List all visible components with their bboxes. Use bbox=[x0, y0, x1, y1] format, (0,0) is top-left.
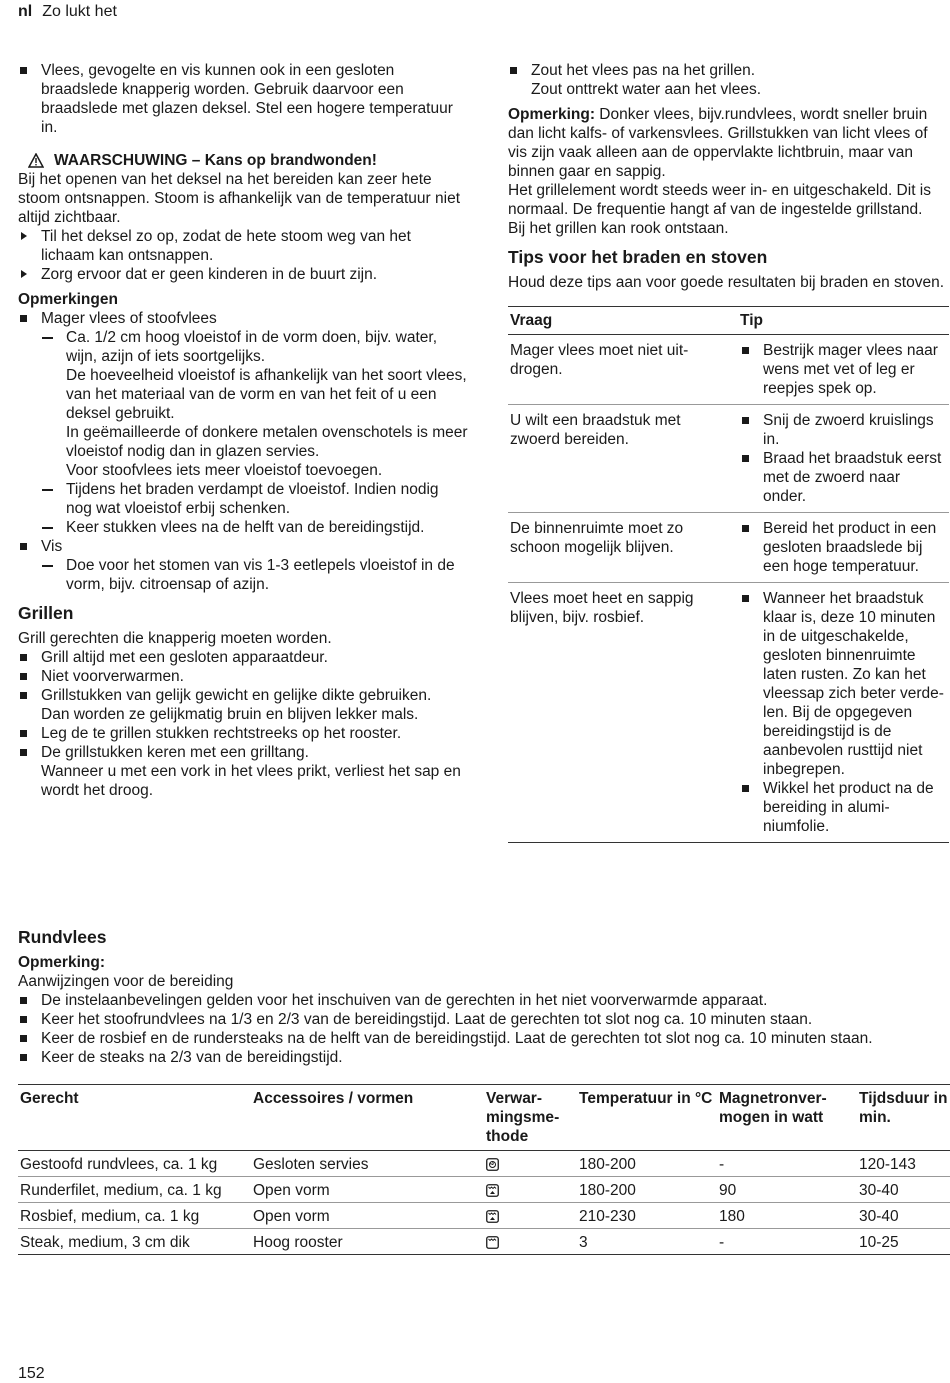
accessory-cell: Open vorm bbox=[251, 1203, 484, 1229]
paragraph: Voor stoofvlees iets meer vloeistof toevoegen. bbox=[66, 462, 383, 479]
paragraph: Zout onttrekt water aan het vlees. bbox=[531, 81, 762, 98]
table-row bbox=[18, 1229, 950, 1255]
list-item: Bestrijk mager vlees naar wens met vet of leg er reepjes spek op. bbox=[740, 341, 947, 398]
question-cell: U wilt een braadstuk met zwoerd bereiden. bbox=[508, 405, 738, 513]
grill-icon bbox=[486, 1236, 499, 1249]
table-row bbox=[508, 335, 949, 405]
dish-cell: Rosbief, medium, ca. 1 kg bbox=[18, 1203, 251, 1229]
table-row bbox=[508, 513, 949, 583]
tip-cell bbox=[738, 583, 949, 843]
table-row bbox=[508, 405, 949, 513]
time-cell: 30-40 bbox=[857, 1203, 950, 1229]
list-item: Vis bbox=[18, 537, 468, 556]
beef-section bbox=[18, 928, 948, 1255]
paragraph: Grill gerechten die knapperig moeten worden. bbox=[18, 630, 332, 647]
question-cell: De binnenruimte moet zo schoon mogelijk blijven. bbox=[508, 513, 738, 583]
column-header: Vraag bbox=[508, 307, 738, 335]
dish-cell: Steak, medium, 3 cm dik bbox=[18, 1229, 251, 1255]
paragraph: Wanneer u met een vork in het vlees prikt, verliest het sap en wordt het droog. bbox=[41, 763, 461, 799]
column-header: Tip bbox=[738, 307, 949, 335]
mode-cell bbox=[484, 1151, 577, 1177]
note-text: Donker vlees, bijv.rundvlees, wordt sneller bruin dan licht kalfs- of varkensvlees. Grillstukken van licht vlees of vis zijn vaak alleen aan de oppervlakte lichtbruin, maar van binnen gaar en sappig. bbox=[508, 106, 928, 180]
section-heading-grill: Grillen bbox=[18, 603, 74, 623]
note-paragraph bbox=[508, 105, 948, 181]
warning-step: Til het deksel zo op, zodat de hete stoom weg van het lichaam kan ontsnappen. bbox=[18, 227, 468, 265]
table-row bbox=[508, 583, 949, 843]
note-label: Opmerking: bbox=[18, 954, 105, 971]
sub-list-item: Ca. 1/2 cm hoog vloeistof in de vorm doen, bijv. water, wijn, azijn of iets soortgelijks. bbox=[18, 328, 468, 366]
list-item: Wikkel het product na de bereiding in aluminiumfolie. bbox=[740, 779, 947, 836]
accessory-cell: Gesloten servies bbox=[251, 1151, 484, 1177]
warning-title: WAARSCHUWING – Kans op brandwonden! bbox=[54, 152, 377, 169]
notes-title: Opmerkingen bbox=[18, 291, 118, 308]
paragraph: Dan worden ze gelijkmatig bruin en blijven lekker mals. bbox=[41, 706, 419, 723]
grill-fan-icon bbox=[486, 1210, 499, 1223]
list-item: Niet voorverwarmen. bbox=[18, 667, 468, 686]
mode-cell bbox=[484, 1203, 577, 1229]
list-item: De grillstukken keren met een grilltang. bbox=[18, 743, 468, 762]
list-item: Leg de te grillen stukken rechtstreeks op het rooster. bbox=[18, 724, 468, 743]
mode-cell bbox=[484, 1229, 577, 1255]
accessory-cell: Open vorm bbox=[251, 1177, 484, 1203]
list-item: Wanneer het braadstuk klaar is, deze 10 minuten in de uitgeschakelde, gesloten binnenruimte laten rusten. Zo kan het vleessap zich beter verdelen. Bij de opgegeven bereidingstijd is de aanbevolen rusttijd niet inbegrepen. bbox=[740, 589, 947, 779]
right-column bbox=[508, 61, 948, 843]
wattage-cell: - bbox=[717, 1151, 857, 1177]
header-title: Zo lukt het bbox=[42, 3, 117, 20]
hot-air-fan-icon bbox=[486, 1158, 499, 1171]
temperature-cell: 3 bbox=[577, 1229, 717, 1255]
column-header: Magnetronvermogen in watt bbox=[717, 1085, 857, 1151]
beef-table bbox=[18, 1084, 950, 1255]
column-header: Tijdsduur in min. bbox=[857, 1085, 950, 1151]
warning-step: Zorg ervoor dat er geen kinderen in de buurt zijn. bbox=[18, 265, 468, 284]
dish-cell: Gestoofd rundvlees, ca. 1 kg bbox=[18, 1151, 251, 1177]
warning-icon bbox=[28, 153, 44, 168]
list-item: Zout het vlees pas na het grillen. bbox=[508, 61, 948, 80]
list-item: Keer de rosbief en de rundersteaks na de helft van de bereidingstijd. Laat de gerechten tot slot nog ca. 10 minuten staan. bbox=[18, 1029, 948, 1048]
tips-table bbox=[508, 306, 949, 843]
list-item: Keer het stoofrundvlees na 1/3 en 2/3 van de bereidingstijd. Laat de gerechten tot slot nog ca. 10 minuten staan. bbox=[18, 1010, 948, 1029]
mode-cell bbox=[484, 1177, 577, 1203]
paragraph: In geëmailleerde of donkere metalen ovenschotels is meer vloeistof nodig dan in glazen servies. bbox=[66, 424, 468, 460]
table-row bbox=[18, 1177, 950, 1203]
tip-cell bbox=[738, 513, 949, 583]
warning-text: Bij het openen van het deksel na het bereiden kan zeer hete stoom ontsnappen. Stoom is afhankelijk van de temperatuur niet altijd zichtbaar. bbox=[18, 171, 461, 226]
grill-fan-icon bbox=[486, 1184, 499, 1197]
temperature-cell: 210-230 bbox=[577, 1203, 717, 1229]
tip-cell bbox=[738, 405, 949, 513]
temperature-cell: 180-200 bbox=[577, 1177, 717, 1203]
list-item: Vlees, gevogelte en vis kunnen ook in een gesloten braadslede knapperig worden. Gebruik daarvoor een braadslede met glazen deksel. Stel een hogere temperatuur in. bbox=[18, 61, 468, 137]
paragraph: De hoeveelheid vloeistof is afhankelijk van het soort vlees, van het materiaal van de vorm en van het feit of u een deksel gebruikt. bbox=[66, 367, 467, 422]
wattage-cell: 180 bbox=[717, 1203, 857, 1229]
wattage-cell: 90 bbox=[717, 1177, 857, 1203]
paragraph: Houd deze tips aan voor goede resultaten bij braden en stoven. bbox=[508, 274, 945, 291]
dish-cell: Runderfilet, medium, ca. 1 kg bbox=[18, 1177, 251, 1203]
language-code: nl bbox=[18, 3, 33, 20]
left-column bbox=[18, 61, 468, 800]
list-item: Grill altijd met een gesloten apparaatdeur. bbox=[18, 648, 468, 667]
sub-list-item: Keer stukken vlees na de helft van de bereidingstijd. bbox=[18, 518, 468, 537]
list-item: Bereid het product in een gesloten braadslede bij een hoge temperatuur. bbox=[740, 519, 947, 576]
column-header: Verwarmingsmethode bbox=[484, 1085, 577, 1151]
note-subtitle: Aanwijzingen voor de bereiding bbox=[18, 973, 234, 990]
column-header: Temperatuur in °C bbox=[577, 1085, 717, 1151]
column-header: Accessoires / vormen bbox=[251, 1085, 484, 1151]
table-row bbox=[18, 1151, 950, 1177]
section-heading-beef: Rundvlees bbox=[18, 927, 107, 947]
question-cell: Vlees moet heet en sappig blijven, bijv. rosbief. bbox=[508, 583, 738, 843]
list-item: Braad het braadstuk eerst met de zwoerd naar onder. bbox=[740, 449, 947, 506]
paragraph: Bij het grillen kan rook ontstaan. bbox=[508, 220, 729, 237]
table-row bbox=[18, 1203, 950, 1229]
page-header bbox=[18, 2, 117, 21]
question-cell: Mager vlees moet niet uitdrogen. bbox=[508, 335, 738, 405]
time-cell: 10-25 bbox=[857, 1229, 950, 1255]
section-heading-tips: Tips voor het braden en stoven bbox=[508, 247, 768, 267]
list-item: Grillstukken van gelijk gewicht en gelijke dikte gebruiken. bbox=[18, 686, 468, 705]
warning-heading bbox=[18, 151, 468, 170]
list-item: De instelaanbevelingen gelden voor het inschuiven van de gerechten in het niet voorverwarmde apparaat. bbox=[18, 991, 948, 1010]
sub-list-item: Doe voor het stomen van vis 1-3 eetlepels vloeistof in de vorm, bijv. citroensap of azijn. bbox=[18, 556, 468, 594]
accessory-cell: Hoog rooster bbox=[251, 1229, 484, 1255]
list-item: Mager vlees of stoofvlees bbox=[18, 309, 468, 328]
list-item: Keer de steaks na 2/3 van de bereidingstijd. bbox=[18, 1048, 948, 1067]
temperature-cell: 180-200 bbox=[577, 1151, 717, 1177]
paragraph: Het grillelement wordt steeds weer in- en uitgeschakeld. Dit is normaal. De frequentie hangt af van de ingestelde grillstand. bbox=[508, 182, 931, 218]
time-cell: 30-40 bbox=[857, 1177, 950, 1203]
list-item: Snij de zwoerd kruislings in. bbox=[740, 411, 947, 449]
tip-cell bbox=[738, 335, 949, 405]
wattage-cell: - bbox=[717, 1229, 857, 1255]
note-label: Opmerking: bbox=[508, 106, 595, 123]
time-cell: 120-143 bbox=[857, 1151, 950, 1177]
page-number: 152 bbox=[18, 1365, 45, 1382]
sub-list-item: Tijdens het braden verdampt de vloeistof. Indien nodig nog wat vloeistof erbij schenken. bbox=[18, 480, 468, 518]
column-header: Gerecht bbox=[18, 1085, 251, 1151]
